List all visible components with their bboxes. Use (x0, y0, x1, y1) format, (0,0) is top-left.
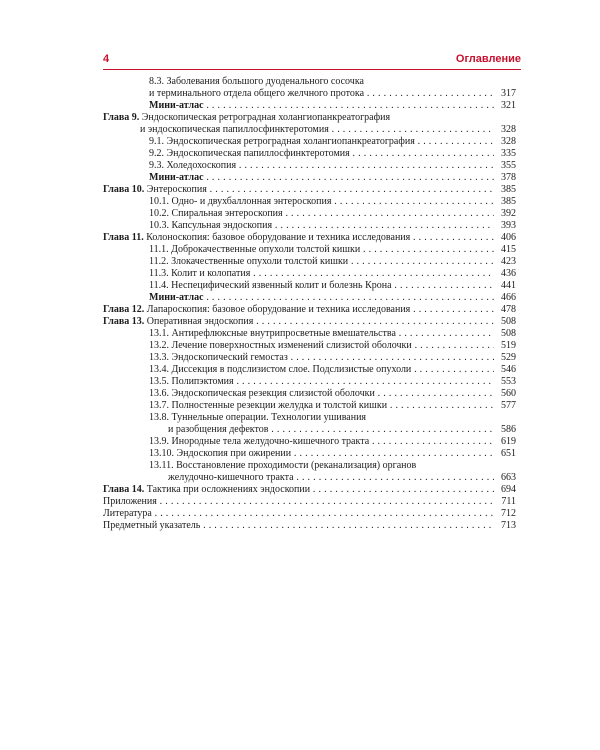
toc-entry (103, 508, 516, 520)
entry-title-text: желудочно-кишечного тракта (168, 472, 294, 483)
entry-title-text: 10.1. Одно- и двухбаллонная энтероскопия (149, 196, 332, 207)
entry-title-text: Мини-атлас (149, 172, 204, 183)
toc-entry-title (103, 376, 494, 388)
toc-entry-page: 321 (501, 100, 516, 111)
toc-entry-page: 406 (501, 232, 516, 243)
toc-entry-page: 560 (501, 388, 516, 399)
toc-entry-page: 355 (501, 160, 516, 171)
toc-entry (103, 88, 516, 100)
toc-entry (103, 160, 516, 172)
entry-title-text: 13.9. Инородные тела желудочно-кишечного тракта (149, 436, 370, 447)
toc-entry (103, 220, 516, 232)
toc-entry (103, 232, 516, 244)
toc-entry (103, 388, 516, 400)
entry-title-text: 9.2. Эндоскопическая папиллосфинктеротомия (149, 148, 350, 159)
section-title: Оглавление (455, 53, 521, 65)
page-header (103, 47, 521, 70)
chapter-label: Глава 11. (103, 232, 144, 243)
toc-entry-title (103, 472, 494, 484)
toc-entry-title (103, 340, 494, 352)
toc-entry-page: 393 (501, 220, 516, 231)
toc-entry (103, 184, 516, 196)
toc-entry-page: 711 (501, 496, 516, 507)
entry-title-text: Литература (103, 508, 152, 519)
toc-entry (103, 244, 516, 256)
toc-entry-title (103, 460, 494, 472)
toc-entry-page: 529 (501, 352, 516, 363)
entry-title-text: Колоноскопия: базовое оборудование и техника исследования (146, 232, 411, 243)
toc-entry-page: 392 (501, 208, 516, 219)
entry-title-text: 9.3. Холедохоскопия (149, 160, 237, 171)
entry-title-text: 13.10. Эндоскопия при ожирении (149, 448, 292, 459)
toc-entry (103, 112, 516, 124)
toc-entry-page: 328 (501, 136, 516, 147)
toc-entry-page: 553 (501, 376, 516, 387)
toc-entry (103, 352, 516, 364)
toc-entry (103, 340, 516, 352)
toc-entry-page: 436 (501, 268, 516, 279)
chapter-label: Глава 12. (103, 304, 145, 315)
entry-title-text: 13.1. Антирефлюксные внутрипросветные вмешательства (149, 328, 396, 339)
toc-entry-title (103, 268, 494, 280)
toc-entry (103, 196, 516, 208)
toc-entry-title (103, 292, 494, 304)
toc-entry-title (103, 244, 494, 256)
entry-title-text: 11.2. Злокачественные опухоли толстой кишки (149, 256, 349, 267)
toc-entry-page: 508 (501, 316, 516, 327)
entry-title-text: 8.3. Заболевания большого дуоденального сосочка (149, 76, 364, 87)
entry-title-text: Эндоскопическая ретроградная холангиопанкреатография (141, 112, 391, 123)
entry-title-text: 11.1. Доброкачественные опухоли толстой кишки (149, 244, 361, 255)
toc-entry-page: 694 (501, 484, 516, 495)
toc-entry-page: 713 (501, 520, 516, 531)
toc-entry-title (103, 184, 494, 196)
toc-entry (103, 148, 516, 160)
entry-title-text: и разобщения дефектов (168, 424, 269, 435)
toc-entry-page: 423 (501, 256, 516, 267)
toc-entry-page: 519 (501, 340, 516, 351)
page-number: 4 (103, 53, 110, 65)
toc-entry-title (103, 100, 494, 112)
entry-title-text: и эндоскопическая папиллосфинктеротомия (140, 124, 329, 135)
toc-entry (103, 460, 516, 472)
toc-entry-title (103, 172, 494, 184)
toc-entry (103, 364, 516, 376)
toc-entry-page: 651 (501, 448, 516, 459)
entry-title-text: Предметный указатель (103, 520, 201, 531)
toc-entry (103, 496, 516, 508)
entry-title-text: 13.2. Лечение поверхностных изменений слизистой оболочки (149, 340, 412, 351)
toc-entry (103, 124, 516, 136)
toc-entry-title (103, 424, 494, 436)
entry-title-text: Тактика при осложнениях эндоскопии (146, 484, 311, 495)
entry-title-text: Мини-атлас (149, 292, 204, 303)
toc-entry-title (103, 280, 494, 292)
toc-entry (103, 100, 516, 112)
toc-entry (103, 172, 516, 184)
entry-title-text: Мини-атлас (149, 100, 204, 111)
toc-entry-title (103, 448, 494, 460)
toc-entry (103, 472, 516, 484)
entry-title-text: 13.3. Эндоскопический гемостаз (149, 352, 288, 363)
toc-entry-page: 385 (501, 184, 516, 195)
entry-title-text: 13.6. Эндоскопическая резекция слизистой оболочки (149, 388, 375, 399)
toc-entry (103, 484, 516, 496)
toc-entry-page: 466 (501, 292, 516, 303)
toc-entry (103, 436, 516, 448)
toc-entry (103, 316, 516, 328)
toc-entry-page: 328 (501, 124, 516, 135)
entry-title-text: 10.2. Спиральная энтероскопия (149, 208, 283, 219)
toc-entry-title (103, 148, 494, 160)
toc-entry-title (103, 520, 494, 532)
toc-entry (103, 412, 516, 424)
toc-entry (103, 328, 516, 340)
toc-entry-page: 385 (501, 196, 516, 207)
toc-entry-title (103, 436, 494, 448)
toc-entry-title (103, 88, 494, 100)
toc-entry-page: 335 (501, 148, 516, 159)
toc-entry-title (103, 256, 494, 268)
toc-entry-title (103, 484, 494, 496)
toc-entry-title (103, 136, 494, 148)
toc-entry-title (103, 112, 494, 124)
toc-entry (103, 256, 516, 268)
toc-entry-title (103, 364, 494, 376)
table-of-contents (103, 76, 516, 532)
toc-entry-title (103, 208, 494, 220)
toc-entry-page: 712 (501, 508, 516, 519)
entry-title-text: 10.3. Капсульная эндоскопия (149, 220, 273, 231)
toc-entry-title (103, 388, 494, 400)
entry-title-text: 11.4. Неспецифический язвенный колит и болезнь Крона (149, 280, 392, 291)
toc-entry (103, 376, 516, 388)
toc-entry-title (103, 160, 494, 172)
toc-entry-page: 441 (501, 280, 516, 291)
entry-title-text: 13.8. Туннельные операции. Технологии ушивания (149, 412, 367, 423)
toc-entry-title (103, 352, 494, 364)
toc-entry (103, 448, 516, 460)
toc-entry-page: 577 (501, 400, 516, 411)
toc-entry-title (103, 220, 494, 232)
toc-entry-title (103, 304, 494, 316)
toc-entry (103, 520, 516, 532)
chapter-label: Глава 9. (103, 112, 140, 123)
toc-entry-title (103, 124, 494, 136)
toc-entry (103, 280, 516, 292)
entry-title-text: Приложения (103, 496, 157, 507)
toc-entry (103, 76, 516, 88)
toc-entry-title (103, 232, 494, 244)
chapter-label: Глава 14. (103, 484, 145, 495)
entry-title-text: Лапароскопия: базовое оборудование и техника исследования (146, 304, 411, 315)
toc-entry-page: 619 (501, 436, 516, 447)
toc-entry (103, 208, 516, 220)
toc-entry-page: 478 (501, 304, 516, 315)
entry-title-text: 13.5. Полипэктомия (149, 376, 234, 387)
entry-title-text: 13.7. Полностенные резекции желудка и толстой кишки (149, 400, 388, 411)
entry-title-text: 13.4. Диссекция в подслизистом слое. Подслизистые опухоли (149, 364, 412, 375)
entry-title-text: Оперативная эндоскопия (146, 316, 254, 327)
toc-entry-title (103, 196, 494, 208)
entry-title-text: Энтероскопия (146, 184, 207, 195)
toc-entry-title (103, 412, 494, 424)
entry-title-text: и терминального отдела общего желчного протока (149, 88, 365, 99)
entry-title-text: 11.3. Колит и колопатия (149, 268, 251, 279)
toc-entry-title (103, 316, 494, 328)
toc-entry-title (103, 496, 494, 508)
toc-entry-title (103, 76, 494, 88)
toc-entry-page: 663 (501, 472, 516, 483)
toc-entry-page: 317 (501, 88, 516, 99)
entry-title-text: 13.11. Восстановление проходимости (реканализация) органов (149, 460, 417, 471)
toc-entry (103, 292, 516, 304)
chapter-label: Глава 13. (103, 316, 145, 327)
toc-entry (103, 136, 516, 148)
entry-title-text: 9.1. Эндоскопическая ретроградная холангиопанкреатография (149, 136, 415, 147)
toc-entry-page: 586 (501, 424, 516, 435)
toc-entry-page: 546 (501, 364, 516, 375)
toc-entry (103, 268, 516, 280)
toc-entry-title (103, 508, 494, 520)
toc-entry-page: 415 (501, 244, 516, 255)
toc-entry-page: 508 (501, 328, 516, 339)
toc-entry-title (103, 400, 494, 412)
toc-entry (103, 304, 516, 316)
toc-entry (103, 400, 516, 412)
toc-entry-title (103, 328, 494, 340)
chapter-label: Глава 10. (103, 184, 145, 195)
toc-entry (103, 424, 516, 436)
toc-entry-page: 378 (501, 172, 516, 183)
